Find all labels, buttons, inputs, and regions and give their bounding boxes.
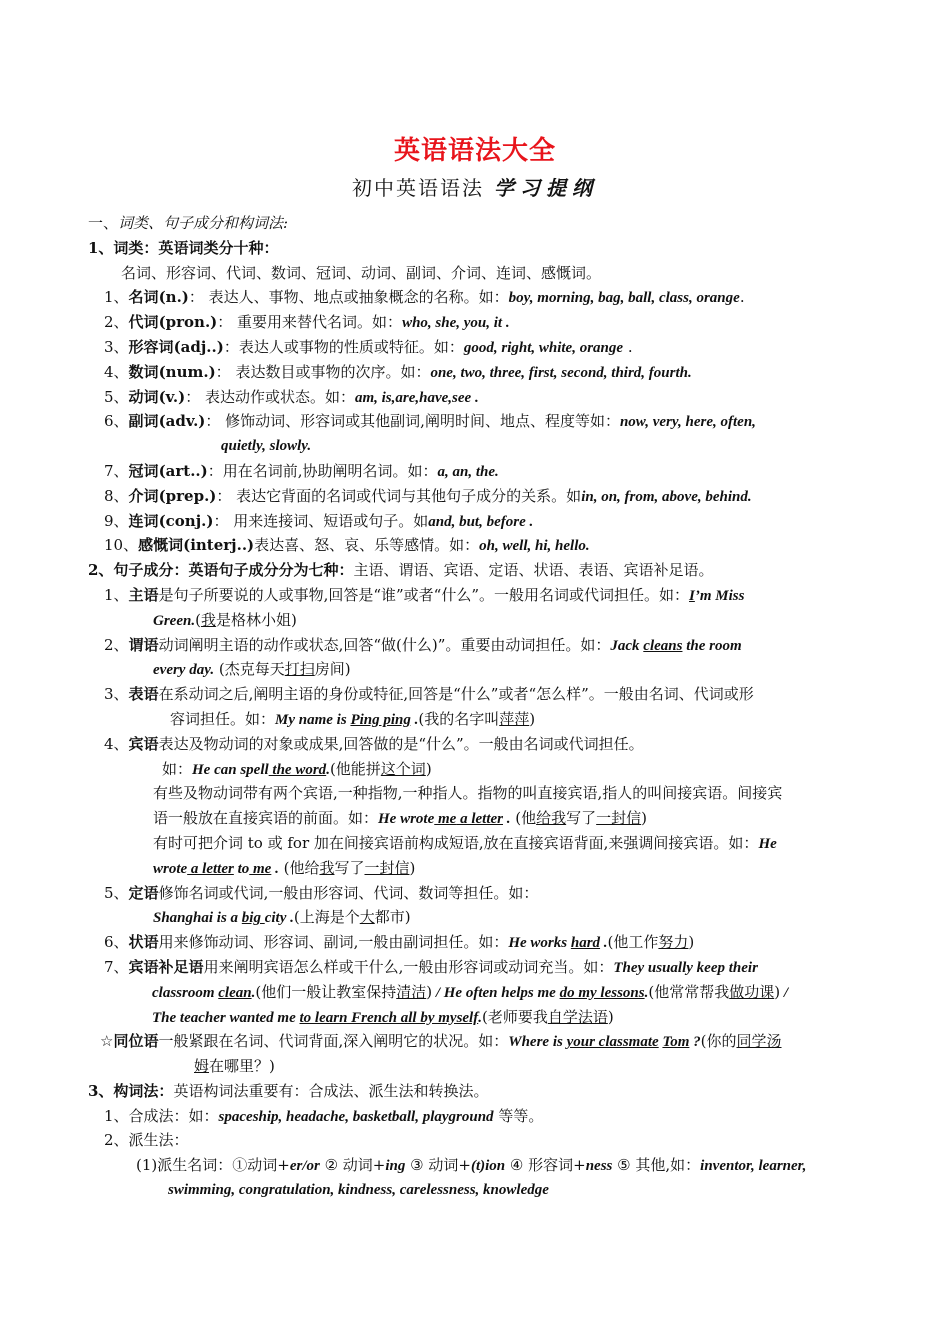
- comp-subject-cont: [88, 608, 864, 633]
- text-run: (他: [510, 809, 537, 828]
- text-run: I: [689, 587, 695, 604]
- text-run: (他给: [278, 858, 320, 877]
- text-run: wrote: [153, 860, 188, 877]
- text-run: (pron.): [158, 313, 218, 332]
- text-run: who, she, you, it .: [402, 315, 510, 332]
- text-run: ): [409, 858, 416, 877]
- text-run: 宾语: [128, 734, 159, 753]
- text-run: .: [326, 761, 330, 778]
- comp-subject: [88, 583, 864, 608]
- text-run: spaceship, headache, basketball, playground: [218, 1108, 494, 1125]
- text-run: ： 用来连接词、短语或句子。如: [213, 511, 429, 530]
- comp-predicative-cont: [88, 707, 864, 732]
- text-run: .: [271, 860, 279, 877]
- text-run: cleans: [643, 637, 683, 654]
- text-run: 萍萍: [499, 709, 530, 728]
- text-run: 状语: [128, 933, 159, 952]
- text-run: 6、: [104, 412, 129, 431]
- text-run: 6、: [104, 933, 129, 952]
- page-title: 英语语法大全: [393, 136, 556, 166]
- text-run: (conj.): [158, 511, 214, 530]
- text-run: The teacher wanted me: [152, 1009, 300, 1026]
- text-run: 感慨词: [138, 536, 184, 555]
- text-run: 2、句子成分：英语句子成分分为七种：: [88, 561, 354, 580]
- pos-item: [88, 509, 864, 534]
- text-run: (: [195, 610, 201, 629]
- text-run: 我: [319, 858, 335, 877]
- text-run: 容词担任。如：: [170, 709, 276, 728]
- text-run: clean: [218, 984, 252, 1001]
- text-run: Shanghai is a: [153, 910, 242, 927]
- comp-object-para: 有些及物动词带有两个宾语,一种指物,一种指人。指物的叫直接宾语,指人的叫间接宾语。间接宾: [153, 784, 783, 803]
- text-run: 8、: [104, 486, 129, 505]
- text-run: inventor, learner,: [700, 1158, 807, 1175]
- text-run: 我: [200, 610, 216, 629]
- text-run: big: [241, 910, 265, 927]
- document-body: [88, 211, 864, 1203]
- text-run: a letter: [187, 860, 234, 877]
- text-run: He can spell: [192, 761, 269, 778]
- text-run: ): [641, 809, 648, 828]
- text-run: 是句子所要说的人或事物,回答是“谁”或者“什么”。一般用名词或代词担任。如：: [158, 585, 690, 604]
- text-run: 10、: [104, 536, 139, 555]
- text-run: 1、合成法：如：: [104, 1106, 219, 1125]
- text-run: 英语构词法重要有：合成法、派生法和转换法。: [173, 1081, 489, 1100]
- text-run: 7、: [104, 957, 129, 976]
- text-run: 都市): [374, 908, 411, 927]
- text-run: 同位语: [113, 1032, 159, 1051]
- text-run: city .: [264, 910, 294, 927]
- text-run: ② 动词+: [319, 1156, 386, 1175]
- text-run: 等等。: [493, 1106, 544, 1125]
- text-run: now, very, here, often,: [619, 414, 756, 431]
- text-run: 宾语补足语: [128, 957, 204, 976]
- text-run: 数词: [128, 362, 159, 381]
- text-run: hard: [570, 935, 601, 952]
- text-run: 一般紧跟在名词、代词背面,深入阐明它的状况。如：: [158, 1032, 509, 1051]
- text-run: /: [780, 984, 788, 1001]
- text-run: / He often helps me: [432, 984, 560, 1001]
- text-run: He: [758, 835, 777, 852]
- text-run: ：用在名词前,协助阐明名词。如：: [207, 461, 438, 480]
- text-run: 努力: [658, 933, 689, 952]
- comp-attributive: [88, 881, 864, 906]
- text-run: a, an, the.: [437, 463, 499, 480]
- text-run: ： 表达它背面的名词或代词与其他句子成分的关系。如: [216, 486, 582, 505]
- text-run: 2、: [104, 313, 129, 332]
- text-run: 形容词: [128, 337, 174, 356]
- text-run: classroom: [152, 984, 219, 1001]
- text-run: (interj..): [183, 536, 255, 555]
- text-run: am, is,are,have,see .: [354, 389, 479, 406]
- comp-predicative: [88, 682, 864, 707]
- text-run: (老师要我: [481, 1007, 548, 1026]
- text-run: Jack: [610, 637, 644, 654]
- text-run: 谓语: [128, 635, 159, 654]
- text-run: Green.: [153, 612, 196, 629]
- text-run: oh, well, hi, hello.: [479, 538, 590, 555]
- text-run: 一封信: [596, 809, 642, 828]
- text-run: (t)ion: [470, 1158, 506, 1175]
- text-run: 修饰名词或代词,一般由形容词、代词、数词等担任。如：: [158, 883, 539, 902]
- text-run: 定语: [128, 883, 159, 902]
- text-run: (art..): [158, 461, 208, 480]
- text-run: 3、: [104, 337, 129, 356]
- text-run: .: [739, 288, 745, 307]
- pos-item: [88, 459, 864, 484]
- text-run: 如：: [162, 759, 193, 778]
- text-run: to learn French all by myself: [299, 1009, 479, 1026]
- comp-object-para-cont: [88, 806, 864, 831]
- pos-item: [88, 533, 864, 558]
- text-run: 一封信: [364, 858, 410, 877]
- text-run: 房间): [314, 660, 351, 679]
- text-run: .: [251, 984, 256, 1001]
- text-run: 写了: [334, 858, 365, 877]
- text-run: 姆: [194, 1057, 210, 1076]
- comp-object-para2: [88, 831, 864, 856]
- comp-object: [88, 732, 864, 757]
- text-run: 名词: [128, 288, 159, 307]
- text-run: .: [410, 711, 419, 728]
- text-run: 1、: [104, 288, 129, 307]
- pos-item: [88, 484, 864, 509]
- wf-noun-cont: swimming, congratulation, kindness, carelessness, knowledge: [168, 1182, 549, 1199]
- text-run: My name is: [275, 711, 351, 728]
- text-run: do my lessons: [559, 984, 645, 1001]
- text-run: (上海是个: [293, 908, 360, 927]
- text-run: (杰克每天: [214, 660, 285, 679]
- text-run: Where is: [508, 1034, 567, 1051]
- text-run: (v.): [158, 387, 186, 406]
- section-heading: [88, 211, 864, 236]
- text-run: in, on, from, above, behind.: [581, 488, 752, 505]
- text-run: They usually keep their: [613, 959, 758, 976]
- text-run: every day.: [153, 662, 215, 679]
- text-run: to: [233, 860, 250, 877]
- text-run: ): [688, 933, 695, 952]
- star-icon: ☆: [100, 1032, 114, 1051]
- wf-derive: 2、派生法：: [104, 1131, 189, 1150]
- pos-heading: 1、词类：英语词类分十种：: [88, 238, 279, 257]
- page-subtitle: [0, 172, 950, 201]
- text-run: 动词阐明主语的动作或状态,回答“做(什么)”。重要由动词担任。如：: [158, 635, 611, 654]
- text-run: 打扫: [284, 660, 315, 679]
- text-run: (我的名字叫: [418, 709, 500, 728]
- pos-item: [88, 409, 864, 434]
- text-run: (他常常帮我: [648, 982, 730, 1001]
- text-run: ： 表达动作或状态。如：: [185, 387, 355, 406]
- text-run: me: [249, 860, 272, 877]
- text-run: 大: [359, 908, 375, 927]
- text-run: He wrote: [378, 811, 435, 828]
- text-run: 词类、句子成分和构词法:: [118, 214, 289, 232]
- text-run: ④ 形容词+: [505, 1156, 586, 1175]
- text-run: ness: [585, 1158, 613, 1175]
- text-run: 是格林小姐): [215, 610, 297, 629]
- comp-predicate-cont: [88, 657, 864, 682]
- text-run: .: [600, 935, 608, 952]
- subtitle-main: 初中英语语法: [352, 176, 484, 200]
- text-run: 5、: [104, 387, 129, 406]
- text-run: 2、: [104, 635, 129, 654]
- text-run: 5、: [104, 883, 129, 902]
- text-run: 用来阐明宾语怎么样或干什么,一般由形容词或动词充当。如：: [203, 957, 614, 976]
- text-run: .: [478, 1009, 482, 1026]
- text-run: (prep.): [158, 486, 217, 505]
- text-run: boy, morning, bag, ball, class, orange: [508, 290, 740, 307]
- text-run: (你的: [700, 1032, 737, 1051]
- text-run: 用来修饰动词、形容词、副词,一般由副词担任。如：: [158, 933, 509, 952]
- text-run: 介词: [128, 486, 159, 505]
- text-run: 主语、谓语、宾语、定语、状语、表语、宾语补足语。: [353, 561, 714, 580]
- comp-adverbial: [88, 930, 864, 955]
- text-run: (他工作: [607, 933, 659, 952]
- text-run: a letter: [456, 811, 503, 828]
- wf-noun: [88, 1153, 864, 1178]
- text-run: 在哪里？): [209, 1057, 275, 1076]
- comp-attributive-example: [88, 905, 864, 930]
- text-run: (num.): [158, 362, 216, 381]
- text-run: ing: [385, 1158, 406, 1175]
- text-run: ： 修饰动词、形容词或其他副词,阐明时间、地点、程度等如：: [205, 412, 620, 431]
- text-run: 表语: [128, 685, 159, 704]
- text-run: 表达喜、怒、哀、乐等感情。如：: [254, 536, 480, 555]
- text-run: 写了: [566, 809, 597, 828]
- text-run: 动词: [128, 387, 159, 406]
- text-run: ): [426, 982, 433, 1001]
- comp-appositive-cont: [88, 1054, 864, 1079]
- text-run: one, two, three, first, second, third, fourth.: [430, 364, 692, 381]
- text-run: 这个词: [380, 759, 426, 778]
- text-run: ： 表达人、事物、地点或抽象概念的名称。如：: [188, 288, 509, 307]
- text-run: 3、构词法：: [88, 1081, 174, 1100]
- text-run: 在系动词之后,阐明主语的身份或特征,回答是“什么”或者“怎么样”。一般由名词、代词或形: [158, 685, 754, 704]
- comp-complement-cont: [88, 980, 864, 1005]
- comp-object-example: [88, 757, 864, 782]
- text-run: 7、: [104, 461, 129, 480]
- text-run: 给我: [536, 809, 567, 828]
- pos-item: [88, 310, 864, 335]
- text-run: (1)派生名词：①动词+: [136, 1156, 290, 1175]
- text-run: (他们一般让教室保持: [255, 982, 397, 1001]
- comp-object-para2-cont: [88, 856, 864, 881]
- text-run: the word: [268, 761, 327, 778]
- text-run: good, right, white, orange: [463, 339, 624, 356]
- text-run: ： 重要用来替代名词。如：: [217, 313, 403, 332]
- comp-complement-cont2: [88, 1005, 864, 1030]
- text-run: Ping ping: [350, 711, 411, 728]
- text-run: (他能拼: [329, 759, 381, 778]
- text-run: 9、: [104, 511, 129, 530]
- text-run: Tom: [662, 1034, 690, 1051]
- text-run: 主语: [128, 585, 159, 604]
- text-run: 冠词: [128, 461, 159, 480]
- text-run: the room: [682, 637, 742, 654]
- text-run: ?: [689, 1034, 701, 1051]
- text-run: 同学汤: [736, 1032, 782, 1051]
- pos-item: [88, 335, 864, 360]
- text-run: ): [774, 982, 781, 1001]
- text-run: me: [434, 811, 457, 828]
- wf-compound: [88, 1104, 864, 1129]
- text-run: 清洁: [396, 982, 427, 1001]
- text-run: 自学法语: [547, 1007, 608, 1026]
- comp-complement: [88, 955, 864, 980]
- text-run: .: [503, 811, 511, 828]
- word-formation-heading: [88, 1079, 864, 1104]
- text-run: ③ 动词+: [405, 1156, 471, 1175]
- comp-appositive: [88, 1029, 864, 1054]
- text-run: (n.): [158, 288, 189, 307]
- pos-item: [88, 360, 864, 385]
- comp-predicate: [88, 633, 864, 658]
- text-run: 连词: [128, 511, 159, 530]
- text-run: 一、: [88, 214, 119, 232]
- text-run: 代词: [128, 313, 159, 332]
- text-run: 4、: [104, 362, 129, 381]
- text-run: He works: [508, 935, 571, 952]
- text-run: and, but, before .: [428, 513, 534, 530]
- text-run: 4、: [104, 734, 129, 753]
- text-run: ： 表达数目或事物的次序。如：: [215, 362, 431, 381]
- text-run: ’m Miss: [694, 587, 745, 604]
- pos-item: [88, 285, 864, 310]
- text-run: 做功课: [729, 982, 775, 1001]
- text-run: ): [607, 1007, 614, 1026]
- text-run: 语一般放在直接宾语的前面。如：: [153, 809, 379, 828]
- text-run: 3、: [104, 685, 129, 704]
- text-run: (adv.): [158, 412, 206, 431]
- text-run: your classmate: [566, 1034, 659, 1051]
- text-run: ): [529, 709, 536, 728]
- text-run: ⑤ 其他,如：: [612, 1156, 701, 1175]
- text-run: .: [644, 984, 649, 1001]
- text-run: (adj..): [173, 337, 224, 356]
- text-run: 1、: [104, 585, 129, 604]
- text-run: 表达及物动词的对象或成果,回答做的是“什么”。一般由名词或代词担任。: [158, 734, 644, 753]
- text-run: ：表达人或事物的性质或特征。如：: [223, 337, 464, 356]
- pos-item: [88, 385, 864, 410]
- text-run: ): [425, 759, 432, 778]
- text-run: 副词: [128, 412, 159, 431]
- text-run: .: [623, 337, 633, 356]
- pos-item-cont: quietly, slowly.: [221, 438, 312, 455]
- pos-list: 名词、形容词、代词、数词、冠词、动词、副词、介词、连词、感慨词。: [121, 263, 602, 282]
- text-run: 有时可把介词 to 或 for 加在间接宾语前构成短语,放在直接宾语背面,来强调间接宾语。如：: [153, 833, 759, 852]
- subtitle-outline: 学习提纲: [494, 176, 598, 200]
- components-heading: [88, 558, 864, 583]
- text-run: er/or: [289, 1158, 320, 1175]
